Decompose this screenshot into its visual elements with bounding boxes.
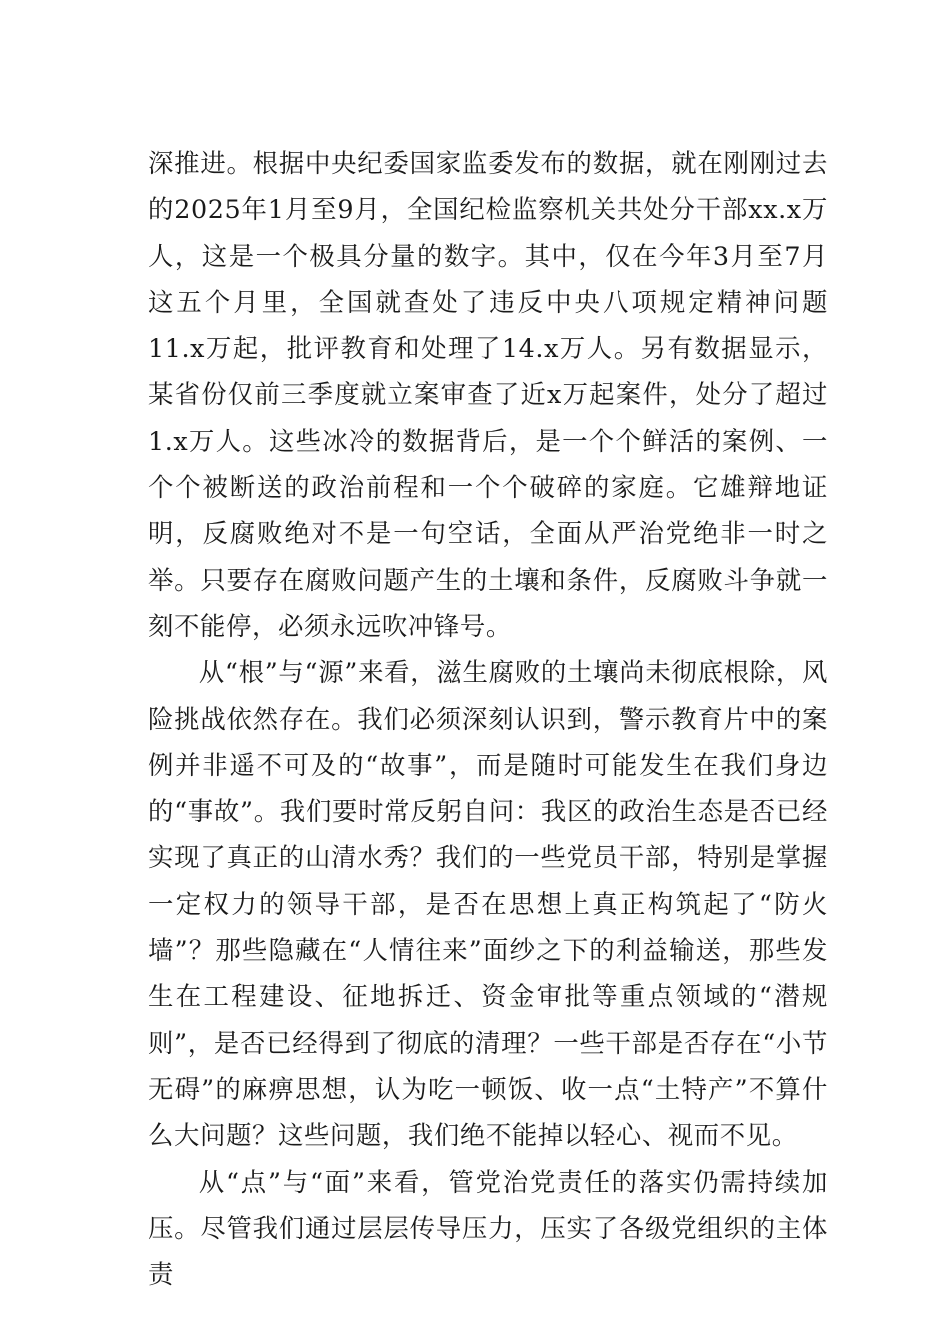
document-body (148, 140, 828, 1297)
paragraph-root-and-source: 从“根”与“源”来看，滋生腐败的土壤尚未彻底根除，风险挑战依然存在。我们必须深刻认识到，警示教育片中的案例并非遥不可及的“故事”，而是随时可能发生在我们身边的“事故”。我们要时常反躬自问：我区的政治生态是否已经实现了真正的山清水秀？我们的一些党员干部，特别是掌握一定权力的领导干部，是否在思想上真正构筑起了“防火墙”？那些隐藏在“人情往来”面纱之下的利益输送，那些发生在工程建设、征地拆迁、资金审批等重点领域的“潜规则”，是否已经得到了彻底的清理？一些干部是否存在“小节无碍”的麻痹思想，认为吃一顿饭、收一点“土特产”不算什么大问题？这些问题，我们绝不能掉以轻心、视而不见。 (148, 657, 828, 1151)
paragraph-point-and-surface: 从“点”与“面”来看，管党治党责任的落实仍需持续加压。尽管我们通过层层传导压力，压实了各级党组织的主体责 (148, 1166, 828, 1290)
paragraph-anti-corruption-data: 深推进。根据中央纪委国家监委发布的数据，就在刚刚过去的2025年1月至9月，全国纪检监察机关共处分干部xx.x万人，这是一个极具分量的数字。其中，仅在今年3月至7月这五个月里，全国就查处了违反中央八项规定精神问题11.x万起，批评教育和处理了14.x万人。另有数据显示，某省份仅前三季度就立案审查了近x万起案件，处分了超过1.x万人。这些冰冷的数据背后，是一个个鲜活的案例、一个个被断送的政治前程和一个个破碎的家庭。它雄辩地证明，反腐败绝对不是一句空话，全面从严治党绝非一时之举。只要存在腐败问题产生的土壤和条件，反腐败斗争就一刻不能停，必须永远吹冲锋号。 (148, 148, 828, 641)
